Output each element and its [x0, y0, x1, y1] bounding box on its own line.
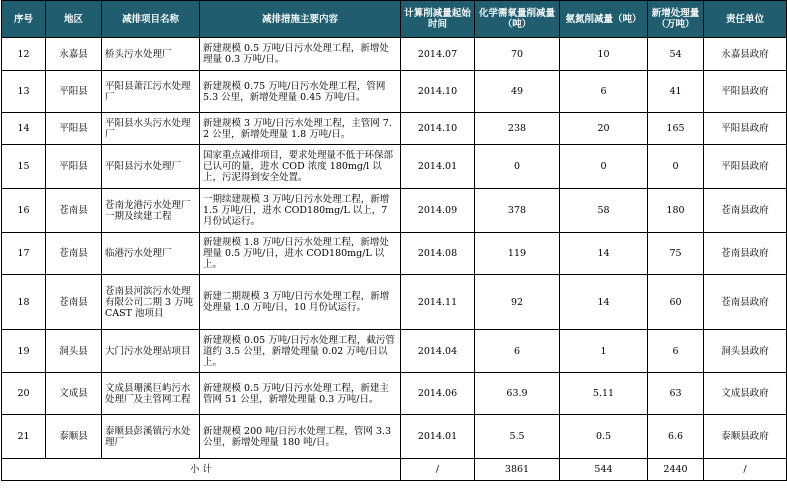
cell-start: 2014.01 [401, 145, 475, 189]
table-row [2, 275, 787, 330]
cell-measures: 新建规模 0.05 万吨/日污水处理工程，截污管道约 3.5 公里，新增处理量 0.02 万吨/日以上。 [200, 330, 401, 373]
cell-project: 大门污水处理站项目 [102, 330, 200, 373]
cell-region: 永嘉县 [46, 38, 102, 71]
cell-project: 泰顺县彭溪镇污水处理厂 [102, 415, 200, 459]
cell-unit: 苍南县政府 [704, 189, 787, 233]
cell-unit: 洞头县政府 [704, 330, 787, 373]
cell-start: 2014.06 [401, 373, 475, 415]
cell-unit: 平阳县政府 [704, 145, 787, 189]
cell-capacity: 6.6 [648, 415, 704, 459]
header-cod: 化学需氧量削减量（吨） [475, 1, 560, 38]
cell-no: 17 [2, 233, 46, 275]
cell-capacity: 41 [648, 71, 704, 113]
cell-no: 20 [2, 373, 46, 415]
emission-reduction-table [1, 0, 787, 481]
subtotal-row [2, 459, 787, 481]
cell-capacity: 165 [648, 113, 704, 145]
table-row [2, 145, 787, 189]
header-start-time: 计算削减量起始时间 [401, 1, 475, 38]
cell-unit: 平阳县政府 [704, 113, 787, 145]
cell-nh3: 0 [560, 145, 648, 189]
cell-cod: 5.5 [475, 415, 560, 459]
cell-no: 13 [2, 71, 46, 113]
cell-measures: 新建规模 1.8 万吨/日污水处理工程，新增处理量 0.5 万吨/日，进水 COD180mg/L 以上。 [200, 233, 401, 275]
subtotal-capacity: 2440 [648, 459, 704, 481]
cell-nh3: 58 [560, 189, 648, 233]
cell-no: 12 [2, 38, 46, 71]
cell-cod: 378 [475, 189, 560, 233]
table-row [2, 415, 787, 459]
header-region: 地区 [46, 1, 102, 38]
cell-nh3: 10 [560, 38, 648, 71]
cell-start: 2014.01 [401, 415, 475, 459]
cell-nh3: 5.11 [560, 373, 648, 415]
cell-project: 苍南龙港污水处理厂一期及续建工程 [102, 189, 200, 233]
cell-measures: 一期续建规模 3 万吨/日污水处理工程，新增 1.5 万吨/日，进水 COD180mg/L 以上，7 月份试运行。 [200, 189, 401, 233]
cell-no: 18 [2, 275, 46, 330]
cell-unit: 苍南县政府 [704, 233, 787, 275]
cell-capacity: 60 [648, 275, 704, 330]
cell-no: 16 [2, 189, 46, 233]
header-measures: 减排措施主要内容 [200, 1, 401, 38]
cell-measures: 新建规模 0.75 万吨/日污水处理工程，管网 5.3 公里，新增处理量 0.45 万吨/日。 [200, 71, 401, 113]
table-row [2, 71, 787, 113]
cell-cod: 63.9 [475, 373, 560, 415]
cell-capacity: 6 [648, 330, 704, 373]
cell-unit: 文成县政府 [704, 373, 787, 415]
table-row [2, 189, 787, 233]
cell-start: 2014.11 [401, 275, 475, 330]
subtotal-nh3: 544 [560, 459, 648, 481]
table-row [2, 113, 787, 145]
cell-project: 苍南县河滨污水处理有限公司二期 3 万吨 CAST 池项目 [102, 275, 200, 330]
table-row [2, 233, 787, 275]
cell-unit: 苍南县政府 [704, 275, 787, 330]
cell-project: 文成县珊溪巨屿污水处理厂及主管网工程 [102, 373, 200, 415]
header-no: 序号 [2, 1, 46, 38]
cell-no: 21 [2, 415, 46, 459]
cell-unit: 泰顺县政府 [704, 415, 787, 459]
cell-project: 桥头污水处理厂 [102, 38, 200, 71]
header-unit: 责任单位 [704, 1, 787, 38]
cell-capacity: 0 [648, 145, 704, 189]
cell-region: 平阳县 [46, 71, 102, 113]
cell-cod: 6 [475, 330, 560, 373]
cell-capacity: 54 [648, 38, 704, 71]
cell-measures: 国家重点减排项目，要求处理量不低于环保部已认可的量，进水 COD 浓度 180mg/l 以上，污泥得到安全处置。 [200, 145, 401, 189]
cell-capacity: 180 [648, 189, 704, 233]
cell-region: 苍南县 [46, 189, 102, 233]
cell-region: 洞头县 [46, 330, 102, 373]
cell-capacity: 75 [648, 233, 704, 275]
header-project: 减排项目名称 [102, 1, 200, 38]
subtotal-unit: / [704, 459, 787, 481]
cell-project: 平阳县水头污水处理厂 [102, 113, 200, 145]
cell-region: 苍南县 [46, 233, 102, 275]
cell-project: 平阳县污水处理厂 [102, 145, 200, 189]
header-row [2, 1, 787, 38]
cell-region: 平阳县 [46, 145, 102, 189]
cell-no: 15 [2, 145, 46, 189]
cell-cod: 119 [475, 233, 560, 275]
header-nh3: 氨氮削减量（吨） [560, 1, 648, 38]
cell-nh3: 1 [560, 330, 648, 373]
cell-region: 苍南县 [46, 275, 102, 330]
cell-project: 临港污水处理厂 [102, 233, 200, 275]
cell-cod: 70 [475, 38, 560, 71]
cell-measures: 新建规模 200 吨/日污水处理工程，管网 3.3 公里，新增处理量 180 吨/日。 [200, 415, 401, 459]
cell-start: 2014.04 [401, 330, 475, 373]
cell-nh3: 6 [560, 71, 648, 113]
cell-start: 2014.09 [401, 189, 475, 233]
cell-start: 2014.08 [401, 233, 475, 275]
cell-measures: 新建二期规模 3 万吨/日污水处理工程，新增处理量 1.0 万吨/日，10 月份试运行。 [200, 275, 401, 330]
cell-region: 泰顺县 [46, 415, 102, 459]
cell-measures: 新建规模 0.5 万吨/日污水处理工程，新增处理量 0.3 万吨/日。 [200, 38, 401, 71]
cell-cod: 92 [475, 275, 560, 330]
cell-cod: 0 [475, 145, 560, 189]
cell-region: 文成县 [46, 373, 102, 415]
cell-measures: 新建规模 3 万吨/日污水处理工程，主管网 7.2 公里，新增处理量 1.8 万吨/日。 [200, 113, 401, 145]
subtotal-label: 小 计 [2, 459, 401, 481]
cell-cod: 238 [475, 113, 560, 145]
table-row [2, 38, 787, 71]
cell-measures: 新建规模 0.5 万吨/日污水处理工程，新建主管网 51 公里，新增处理量 0.3 万吨/日。 [200, 373, 401, 415]
cell-start: 2014.07 [401, 38, 475, 71]
cell-no: 14 [2, 113, 46, 145]
cell-no: 19 [2, 330, 46, 373]
cell-nh3: 14 [560, 275, 648, 330]
cell-unit: 永嘉县政府 [704, 38, 787, 71]
subtotal-start: / [401, 459, 475, 481]
cell-unit: 平阳县政府 [704, 71, 787, 113]
cell-project: 平阳县萧江污水处理厂 [102, 71, 200, 113]
cell-start: 2014.10 [401, 71, 475, 113]
header-capacity: 新增处理量（万吨） [648, 1, 704, 38]
table-row [2, 330, 787, 373]
cell-nh3: 20 [560, 113, 648, 145]
cell-region: 平阳县 [46, 113, 102, 145]
subtotal-cod: 3861 [475, 459, 560, 481]
cell-capacity: 63 [648, 373, 704, 415]
cell-start: 2014.10 [401, 113, 475, 145]
table-row [2, 373, 787, 415]
cell-nh3: 14 [560, 233, 648, 275]
cell-nh3: 0.5 [560, 415, 648, 459]
cell-cod: 49 [475, 71, 560, 113]
